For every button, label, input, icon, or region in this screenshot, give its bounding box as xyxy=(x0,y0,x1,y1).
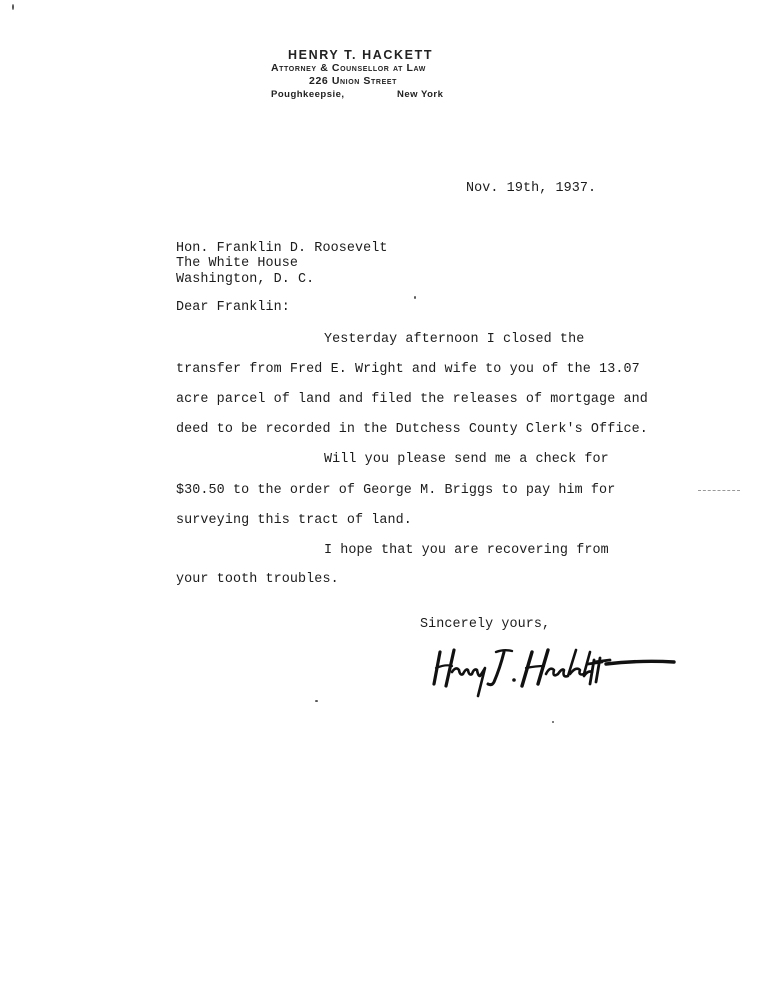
paragraph-2-line: Will you please send me a check for xyxy=(324,452,609,467)
paragraph-3-line: your tooth troubles. xyxy=(176,572,339,587)
salutation: Dear Franklin: xyxy=(176,300,290,315)
paragraph-3-line: I hope that you are recovering from xyxy=(324,543,609,558)
letterhead-street: 226 Union Street xyxy=(309,75,397,87)
letterhead-name: HENRY T. HACKETT xyxy=(288,48,434,62)
handwritten-signature xyxy=(430,640,680,700)
paragraph-1-line: transfer from Fred E. Wright and wife to you of the 13.07 xyxy=(176,362,640,377)
scan-speck xyxy=(315,700,318,702)
scan-speck xyxy=(552,721,554,723)
paragraph-2-line: $30.50 to the order of George M. Briggs to pay him for xyxy=(176,483,616,498)
paragraph-1-line: deed to be recorded in the Dutchess County Clerk's Office. xyxy=(176,422,648,437)
paragraph-2-line: surveying this tract of land. xyxy=(176,513,412,528)
paragraph-1-line: acre parcel of land and filed the releases of mortgage and xyxy=(176,392,648,407)
letterhead-state: New York xyxy=(397,89,444,100)
recipient-line-1: Hon. Franklin D. Roosevelt xyxy=(176,241,388,256)
scan-mark xyxy=(698,490,740,492)
recipient-line-2: The White House xyxy=(176,256,299,271)
closing: Sincerely yours, xyxy=(420,617,551,632)
scan-speck xyxy=(12,4,14,10)
recipient-line-3: Washington, D. C. xyxy=(176,272,315,287)
letterhead-city: Poughkeepsie, xyxy=(271,89,345,100)
letterhead-title: Attorney & Counsellor at Law xyxy=(271,62,426,74)
paragraph-1-line: Yesterday afternoon I closed the xyxy=(324,332,585,347)
letter-date: Nov. 19th, 1937. xyxy=(466,181,597,196)
scan-speck xyxy=(414,296,416,299)
